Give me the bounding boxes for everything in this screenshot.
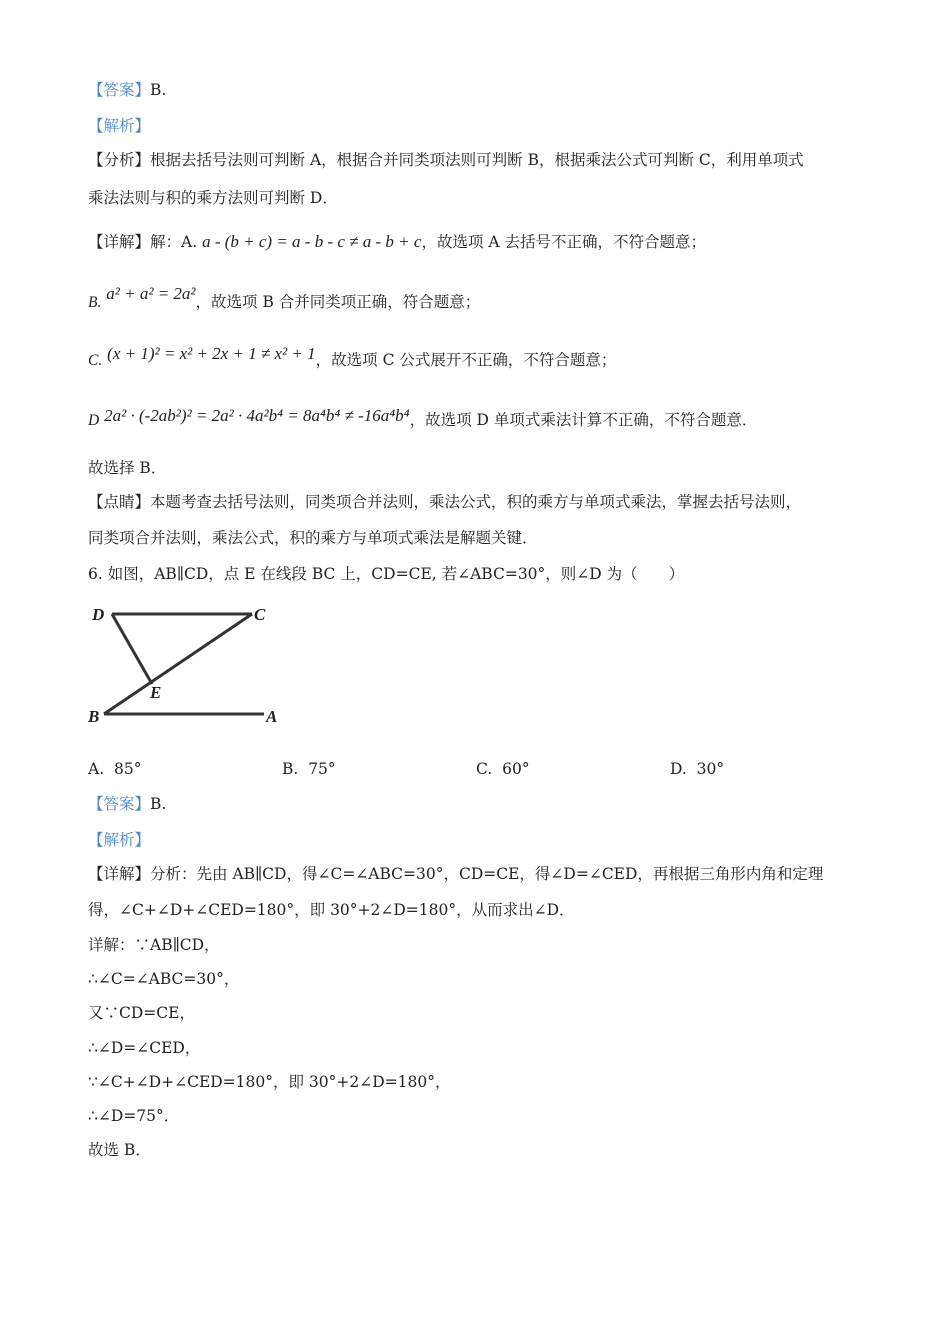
q6-option-d[interactable] bbox=[670, 760, 724, 778]
q5-analysis-tag: 【解析】 bbox=[88, 117, 151, 135]
point-label-a: A bbox=[266, 707, 278, 726]
q6-step: ∴∠D=75°． bbox=[88, 1107, 180, 1125]
option-value: 30° bbox=[696, 760, 725, 778]
option-value: 60° bbox=[502, 760, 530, 778]
q5-detail-d bbox=[88, 406, 758, 431]
q5-dianjing-line2: 同类项合并法则，乘法公式，积的乘方与单项式乘法是解题关键． bbox=[88, 529, 538, 547]
fenxi-tag: 【分析】 bbox=[88, 151, 151, 169]
option-label: B. bbox=[282, 760, 299, 778]
point-label-c: C bbox=[254, 605, 266, 624]
q6-option-a[interactable] bbox=[88, 760, 141, 778]
q6-detail-line2: 得，∠C+∠D+∠CED=180°，即 30°+2∠D=180°，从而求出∠D． bbox=[88, 901, 575, 919]
option-value: 85° bbox=[113, 760, 142, 778]
detail-tag: 【详解】 bbox=[88, 233, 151, 251]
q6-step: ∵∠C+∠D+∠CED=180°，即 30°+2∠D=180°， bbox=[88, 1073, 451, 1091]
q6-option-b[interactable] bbox=[282, 760, 336, 778]
option-d-text: ，故选项 D 单项式乘法计算不正确，不符合题意． bbox=[409, 411, 758, 429]
q6-analysis-tag: 【解析】 bbox=[88, 831, 151, 849]
detail-text-1: 分析：先由 AB∥CD，得∠C=∠ABC=30°，CD=CE，得∠D=∠CED，再根据三角形内角和定理 bbox=[150, 865, 824, 883]
segment-de bbox=[112, 614, 152, 684]
detail-tag: 【详解】 bbox=[88, 865, 151, 883]
q6-step: 详解：∵AB∥CD， bbox=[88, 936, 220, 954]
q6-step: 故选 B． bbox=[88, 1141, 151, 1159]
q5-fenxi-line1 bbox=[88, 150, 804, 170]
option-c-text: ，故选项 C 公式展开不正确，不符合题意； bbox=[315, 351, 617, 369]
point-label-b: B bbox=[88, 707, 100, 726]
answer-value: B. bbox=[150, 81, 167, 99]
option-d-label: D bbox=[88, 412, 100, 429]
option-d-math: 2a² · (-2ab²)² = 2a² · 4a²b⁴ = 8a⁴b⁴ ≠ -16a⁴b⁴ bbox=[104, 406, 410, 425]
option-b-text: ，故选项 B 合并同类项正确，符合题意； bbox=[195, 293, 481, 311]
answer-tag: 【答案】 bbox=[88, 795, 151, 813]
q6-option-c[interactable] bbox=[476, 760, 530, 778]
option-label: C. bbox=[476, 760, 493, 778]
dianjing-text-1: 本题考查去括号法则，同类项合并法则，乘法公式，积的乘方与单项式乘法，掌握去括号法则， bbox=[150, 493, 802, 511]
dianjing-tag: 【点睛】 bbox=[88, 493, 151, 511]
option-b-label: B. bbox=[88, 294, 102, 311]
option-label: A. bbox=[88, 760, 105, 778]
q6-detail-line1 bbox=[88, 864, 823, 884]
option-c-math: (x + 1)² = x² + 2x + 1 ≠ x² + 1 bbox=[107, 344, 316, 363]
q5-detail-a bbox=[88, 232, 706, 252]
q6-step: ∴∠D=∠CED， bbox=[88, 1039, 201, 1057]
option-value: 75° bbox=[308, 760, 336, 778]
q5-answer bbox=[88, 80, 166, 100]
answer-tag: 【答案】 bbox=[88, 81, 151, 99]
q5-detail-c bbox=[88, 344, 617, 371]
detail-prefix: 解：A. bbox=[150, 233, 198, 251]
geometry-figure bbox=[86, 598, 286, 738]
option-c-label: C. bbox=[88, 352, 103, 369]
point-label-d: D bbox=[92, 605, 105, 624]
option-b-math: a² + a² = 2a² bbox=[106, 284, 196, 303]
q6-step: ∴∠C=∠ABC=30°， bbox=[88, 970, 240, 988]
q6-stem: 6. 如图，AB∥CD，点 E 在线段 BC 上，CD=CE, 若∠ABC=30°，则∠D 为（ ） bbox=[88, 565, 685, 583]
point-label-e: E bbox=[150, 683, 162, 702]
answer-value: B. bbox=[150, 795, 167, 813]
option-label: D. bbox=[670, 760, 687, 778]
q5-conclusion: 故选择 B． bbox=[88, 459, 167, 477]
segment-cb bbox=[104, 614, 252, 714]
q5-detail-b bbox=[88, 284, 481, 313]
q6-options bbox=[88, 760, 848, 782]
q5-dianjing-line1 bbox=[88, 492, 801, 512]
option-a-text: ，故选项 A 去括号不正确，不符合题意； bbox=[421, 233, 706, 251]
q6-answer bbox=[88, 794, 166, 814]
q6-step: 又∵CD=CE， bbox=[88, 1004, 195, 1022]
q5-fenxi-line2: 乘法法则与积的乘方法则可判断 D． bbox=[88, 189, 338, 207]
fenxi-text-1: 根据去括号法则可判断 A，根据合并同类项法则可判断 B，根据乘法公式可判断 C，利用单项式 bbox=[150, 151, 804, 169]
option-a-math: a - (b + c) = a - b - c ≠ a - b + c bbox=[202, 232, 422, 251]
